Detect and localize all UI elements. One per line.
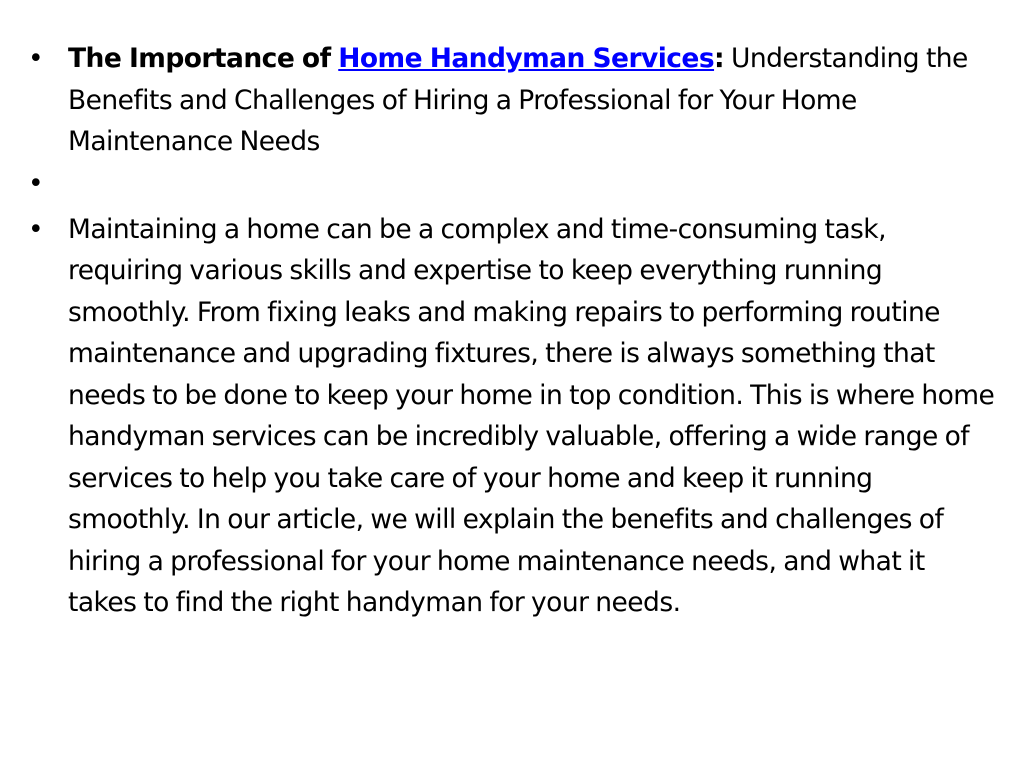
bullet-item-empty — [28, 163, 996, 209]
bullet-item-body — [28, 209, 996, 624]
title-subtitle: Understanding the Benefits and Challenges of Hiring a Professional for Your Home Maintenance Needs — [68, 43, 968, 157]
bullet-list — [28, 38, 996, 624]
bullet-dot: • — [28, 167, 44, 199]
body-paragraph: Maintaining a home can be a complex and time-consuming task, requiring various skills and expertise to keep everything running smoothly. From fixing leaks and making repairs to performing routine maintenance and upgrading fixtures, there is always something that needs to be done to keep your home in top condition. This is where home handyman services can be incredibly valuable, offering a wide range of services to help you take care of your home and keep it running smoothly. In our article, we will explain the benefits and challenges of hiring a professional for your home maintenance needs, and what it takes to find the right handyman for your needs. — [68, 213, 995, 618]
bullet-dot: • — [28, 213, 44, 245]
bullet-dot: • — [28, 43, 44, 74]
home-handyman-services-link[interactable]: Home Handyman Services — [338, 43, 715, 74]
bullet-item-title — [28, 38, 996, 163]
title-colon: : — [714, 43, 725, 74]
title-prefix: The Importance of — [68, 43, 339, 74]
